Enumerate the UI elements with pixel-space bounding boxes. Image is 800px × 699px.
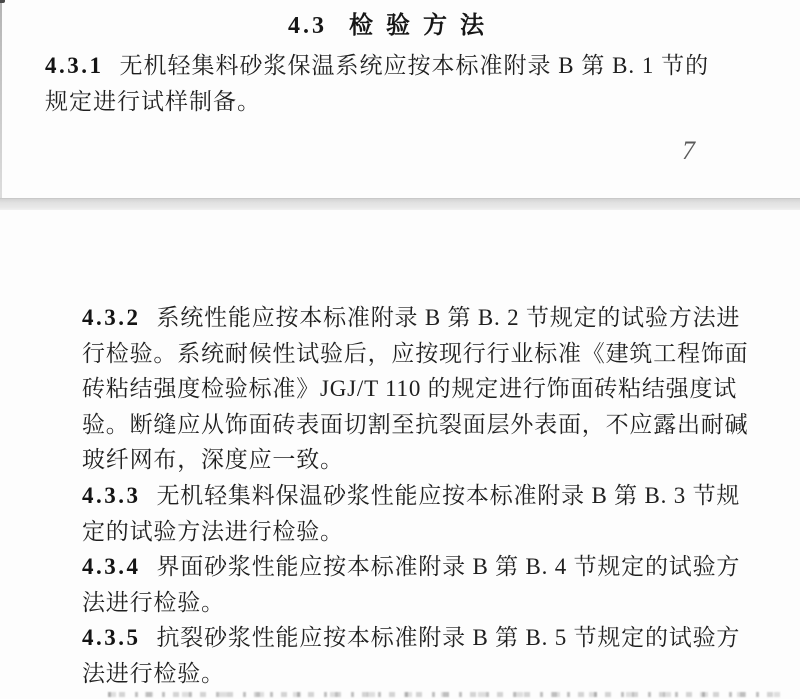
page-fragment-bottom (0, 210, 800, 699)
clause-text: 砖粘结强度检验标准》JGJ/T 110 的规定进行饰面砖粘结强度试 (82, 376, 738, 402)
clause-number: 4.3.3 (82, 482, 141, 508)
clause-text: 无机轻集料砂浆保温系统应按本标准附录 B 第 B. 1 节的 (119, 53, 710, 78)
clause-line (82, 300, 758, 336)
clause-number: 4.3.5 (82, 625, 141, 651)
scan-corner-artifact (0, 0, 5, 3)
clause-line (82, 514, 758, 550)
clause-text: 验。断缝应从饰面砖表面切割至抗裂面层外表面，不应露出耐碱 (82, 411, 749, 437)
clause-number: 4.3.2 (82, 305, 141, 330)
page-number: 7 (682, 136, 695, 165)
clause-text: 法进行检验。 (82, 660, 225, 686)
clause-line (82, 585, 758, 621)
clause-text: 定的试验方法进行检验。 (82, 518, 344, 544)
clause-line (82, 656, 758, 692)
clause-4-3-1 (45, 47, 735, 118)
clause-text: 无机轻集料保温砂浆性能应按本标准附录 B 第 B. 3 节规 (156, 482, 741, 508)
clause-number: 4.3.1 (45, 53, 104, 78)
clause-number: 4.3.4 (82, 554, 141, 580)
clause-text: 规定进行试样制备。 (45, 88, 261, 114)
clause-line (82, 442, 758, 478)
clause-line (82, 478, 758, 514)
clause-text: 系统性能应按本标准附录 B 第 B. 2 节规定的试验方法进 (156, 305, 741, 330)
clause-text: 抗裂砂浆性能应按本标准附录 B 第 B. 5 节规定的试验方 (156, 625, 741, 651)
clause-line (45, 83, 735, 119)
clause-line (82, 620, 758, 656)
cutoff-text-line (108, 692, 780, 697)
clause-text: 行检验。系统耐候性试验后，应按现行行业标准《建筑工程饰面 (82, 340, 749, 366)
section-title (288, 5, 497, 40)
clause-line (45, 47, 735, 83)
clauses-4-3-2-to-4-3-5 (82, 300, 758, 692)
page-fragment-top (0, 0, 800, 198)
clause-line (82, 407, 758, 443)
clause-line (82, 336, 758, 372)
clause-text: 玻纤网布，深度应一致。 (82, 447, 344, 473)
clause-text: 法进行检验。 (82, 589, 225, 615)
clause-line (82, 549, 758, 585)
page-divider (0, 198, 800, 210)
section-title-text: 检验方法 (349, 13, 497, 39)
clause-text: 界面砂浆性能应按本标准附录 B 第 B. 4 节规定的试验方 (156, 554, 741, 580)
clause-line (82, 371, 758, 407)
section-number: 4.3 (288, 13, 327, 39)
scan-edge-line (0, 0, 2, 198)
